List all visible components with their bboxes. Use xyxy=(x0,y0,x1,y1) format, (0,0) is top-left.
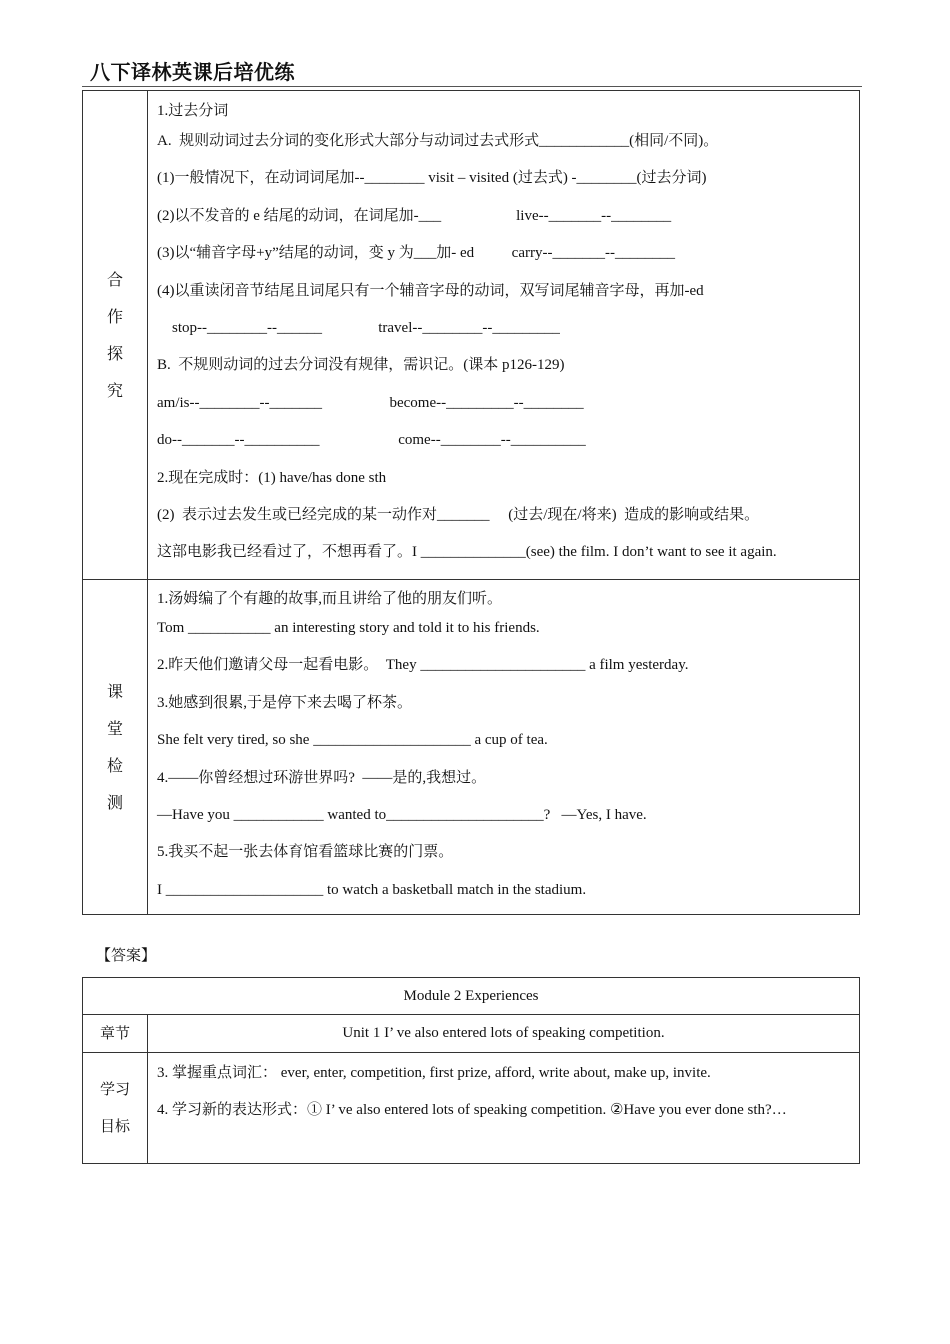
explore-line: 1.过去分词 xyxy=(157,103,229,119)
goal-item: 3. 掌握重点词汇： ever, enter, competition, first prize, afford, write about, make up, invite. xyxy=(157,1065,711,1081)
answer-table xyxy=(82,977,860,1164)
chapter-row xyxy=(83,1015,860,1053)
worksheet-table xyxy=(82,90,860,915)
explore-line: (3)以“辅音字母+y”结尾的动词，变 y 为___加- ed carry--_______--________ xyxy=(157,245,675,262)
answer-heading: 【答案】 xyxy=(96,946,157,964)
module-title: Module 2 Experiences xyxy=(83,978,860,1015)
check-line: 2.昨天他们邀请父母一起看电影。 They ______________________ a film yesterday. xyxy=(157,657,689,674)
check-line: 1.汤姆编了个有趣的故事,而且讲给了他的朋友们听。 xyxy=(157,591,503,607)
explore-line: (4)以重读闭音节结尾且词尾只有一个辅音字母的动词，双写词尾辅音字母，再加-ed xyxy=(157,282,704,299)
explore-line: 这部电影我已经看过了，不想再看了。I ______________(see) the film. I don’t want to see it again. xyxy=(157,544,777,561)
check-line: 3.她感到很累,于是停下来去喝了杯茶。 xyxy=(157,694,413,711)
chapter-value: Unit 1 I’ ve also entered lots of speaking competition. xyxy=(148,1015,860,1053)
explore-line: A. 规则动词过去分词的变化形式大部分与动词过去式形式____________(相同/不同)。 xyxy=(157,133,719,149)
goal-item: 4. 学习新的表达形式：① I’ ve also entered lots of speaking competition. ②Have you ever done sth?… xyxy=(157,1102,787,1119)
check-content xyxy=(148,580,860,915)
check-line: She felt very tired, so she _____________________ a cup of tea. xyxy=(157,732,548,749)
goals-row xyxy=(83,1053,860,1164)
module-row xyxy=(83,978,860,1015)
explore-line: do--_______--__________ come--________--__________ xyxy=(157,432,586,449)
check-line: Tom ___________ an interesting story and told it to his friends. xyxy=(157,620,540,636)
check-line: —Have you ____________ wanted to_____________________? —Yes, I have. xyxy=(157,807,647,824)
check-line: I _____________________ to watch a basketball match in the stadium. xyxy=(157,881,587,898)
explore-line: (2) 表示过去发生或已经完成的某一动作对_______ (过去/现在/将来) 造成的影响或结果。 xyxy=(157,507,760,524)
explore-row xyxy=(83,91,860,580)
explore-line: 2.现在完成时：(1) have/has done sth xyxy=(157,469,387,486)
check-row xyxy=(83,580,860,915)
check-label: 课 堂 检 测 xyxy=(83,580,148,915)
header-rule xyxy=(82,86,862,87)
page-header-title: 八下译林英课后培优练 xyxy=(90,60,295,84)
chapter-label: 章节 xyxy=(83,1015,148,1053)
explore-label: 合 作 探 究 xyxy=(83,91,148,580)
explore-content xyxy=(148,91,860,580)
explore-line: B. 不规则动词的过去分词没有规律，需识记。(课本 p126-129) xyxy=(157,357,565,374)
check-line: 4.——你曾经想过环游世界吗? ——是的,我想过。 xyxy=(157,769,487,786)
goals-label: 学习 目标 xyxy=(83,1053,148,1164)
explore-line: am/is--________--_______ become--_________--________ xyxy=(157,394,584,411)
explore-line: stop--________--______ travel--________--_________ xyxy=(157,320,560,337)
check-line: 5.我买不起一张去体育馆看篮球比赛的门票。 xyxy=(157,844,454,861)
goals-content xyxy=(148,1053,860,1164)
explore-line: (1)一般情况下，在动词词尾加--________ visit – visited (过去式) -________(过去分词) xyxy=(157,170,707,187)
explore-line: (2)以不发音的 e 结尾的动词，在词尾加-___ live--_______--________ xyxy=(157,207,672,224)
